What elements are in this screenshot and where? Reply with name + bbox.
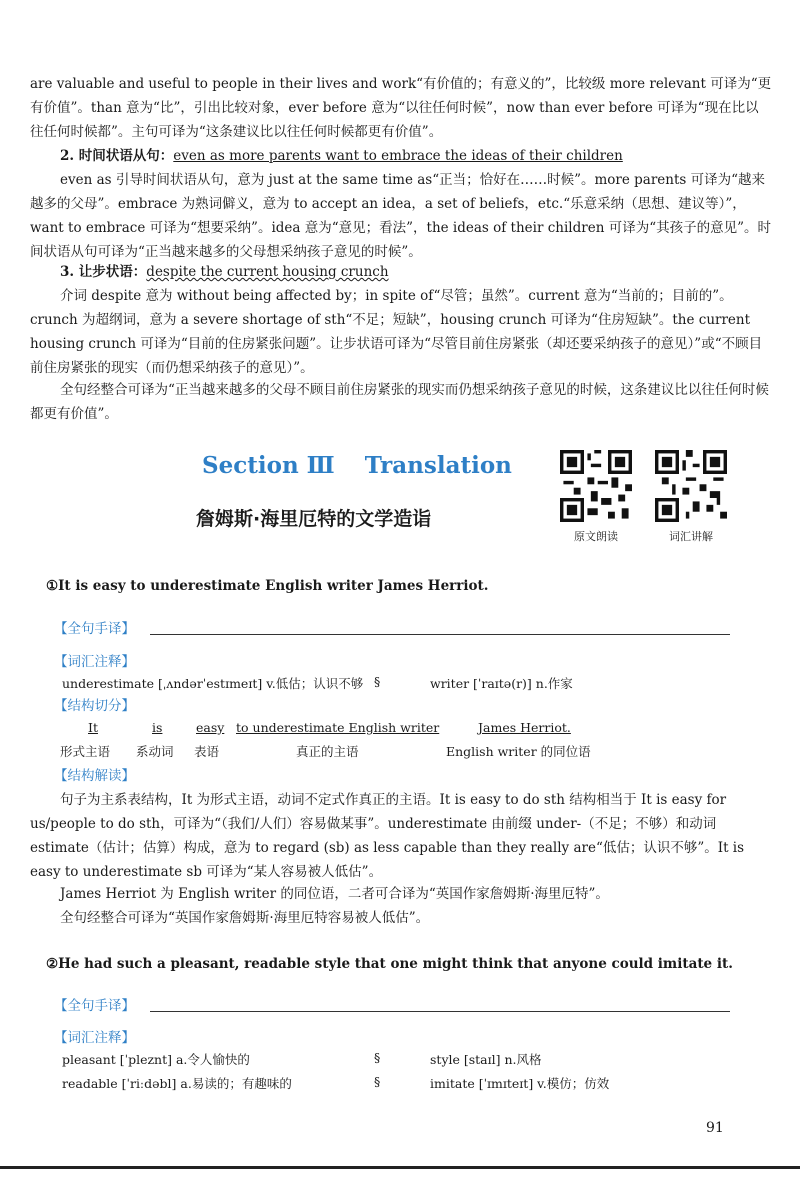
sentence-2: ②He had such a pleasant, readable style that one might think that anyone could imitate it. xyxy=(46,956,733,972)
qr-code-icon[interactable] xyxy=(655,450,727,522)
structure-part: easy xyxy=(196,720,225,735)
tag-full-translation: 【全句手译】 xyxy=(54,998,135,1014)
footer-rule xyxy=(0,1166,800,1169)
vocab-entry: imitate [ˈɪmɪteɪt] v.模仿；仿效 xyxy=(430,1076,610,1091)
vocab-entry: underestimate [ˌʌndərˈestɪmeɪt] v.低估；认识不够 xyxy=(62,676,364,691)
structure-role: English writer 的同位语 xyxy=(446,744,591,759)
vocab-separator: § xyxy=(374,674,381,689)
structure-part: is xyxy=(152,720,163,735)
analysis-paragraph: 句子为主系表结构，It 为形式主语，动词不定式作真正的主语。It is easy to do sth 结构相当于 It is easy for us/people to do sth，可译为“（我们/人们）容易做某事”。underestimate 由前缀 under-（不足；不够）和动词 estimate（估计；估算）构成，意为 to regard (sb) as less capable than they really are“低估；认识不够”。It is easy to underestimate sb 可译为“某人容易被人低估”。 xyxy=(30,792,745,880)
structure-part: It xyxy=(88,720,98,735)
heading-text: even as more parents want to embrace the ideas of their children xyxy=(173,148,623,164)
vocab-entry: pleasant [ˈpleznt] a.令人愉快的 xyxy=(62,1052,250,1067)
structure-role: 表语 xyxy=(194,744,220,759)
translation-answer-line[interactable] xyxy=(150,1011,730,1012)
section-subtitle: 詹姆斯·海里厄特的文学造诣 xyxy=(196,508,432,530)
heading-label: 2. 时间状语从句： xyxy=(60,148,174,164)
heading-concession xyxy=(30,260,772,284)
qr-caption: 词汇讲解 xyxy=(669,530,713,543)
heading-label: 3. 让步状语： xyxy=(60,264,147,280)
paragraph-3: 介词 despite 意为 without being affected by；in spite of“尽管；虽然”。current 意为“当前的；目前的”。crunch 为超纲词，意为 a severe shortage of sth“不足；短缺”，housing crunch 可译为“住房短缺”。the current housing crunch 可译为“目前的住房紧张问题”。让步状语可译为“尽管目前住房紧张（却还要采纳孩子的意见）”或“不顾目前住房紧张的现实（而仍想采纳孩子的意见）”。 xyxy=(30,288,763,376)
tag-structure: 【结构切分】 xyxy=(54,698,135,714)
structure-role: 真正的主语 xyxy=(296,744,359,759)
vocab-entry: readable [ˈriːdəbl] a.易读的；有趣味的 xyxy=(62,1076,292,1091)
tag-full-translation: 【全句手译】 xyxy=(54,621,135,637)
tag-vocabulary: 【词汇注释】 xyxy=(54,654,135,670)
paragraph-2: even as 引导时间状语从句，意为 just at the same time as“正当；恰好在……时候”。more parents 可译为“越来越多的父母”。embrace 为熟词僻义，意为 to accept an idea，a set of beliefs，etc.“乐意采纳（思想、建议等）”，want to embrace 可译为“想要采纳”。idea 意为“意见；看法”，the ideas of their children 可译为“其孩子的意见”。时间状语从句可译为“正当越来越多的父母想采纳孩子意见的时候”。 xyxy=(30,172,771,260)
structure-part: James Herriot. xyxy=(478,720,571,735)
structure-part: to underestimate English writer xyxy=(236,720,440,735)
analysis-paragraph: James Herriot 为 English writer 的同位语，二者可合译为“英国作家詹姆斯·海里厄特”。 xyxy=(60,886,609,902)
sentence-1: ①It is easy to underestimate English writer James Herriot. xyxy=(46,578,489,594)
vocab-entry: style [staɪl] n.风格 xyxy=(430,1052,542,1067)
analysis-paragraph: 全句经整合可译为“英国作家詹姆斯·海里厄特容易被人低估”。 xyxy=(60,910,430,926)
vocab-entry: writer [ˈraɪtə(r)] n.作家 xyxy=(430,676,573,691)
section-title xyxy=(202,452,542,479)
tag-analysis: 【结构解读】 xyxy=(54,768,135,784)
translation-answer-line[interactable] xyxy=(150,634,730,635)
page-number: 91 xyxy=(706,1120,724,1136)
heading-text: despite the current housing crunch xyxy=(146,264,389,280)
qr-code-icon[interactable] xyxy=(560,450,632,522)
paragraph-1: are valuable and useful to people in their lives and work“有价值的；有意义的”，比较级 more relevant 可译为“更有价值”。than 意为“比”，引出比较对象，ever before 意为“以往任何时候”，now than ever before 可译为“现在比以往任何时候都”。主句可译为“这条建议比以往任何时候都更有价值”。 xyxy=(30,76,772,140)
structure-role: 系动词 xyxy=(136,744,174,759)
section-name: Translation xyxy=(364,452,512,479)
qr-caption: 原文朗读 xyxy=(574,530,618,543)
heading-time-clause xyxy=(30,144,772,168)
structure-role: 形式主语 xyxy=(60,744,111,759)
vocab-separator: § xyxy=(374,1050,381,1065)
vocab-separator: § xyxy=(374,1074,381,1089)
paragraph-4: 全句经整合可译为“正当越来越多的父母不顾目前住房紧张的现实而仍想采纳孩子意见的时候，这条建议比以往任何时候都更有价值”。 xyxy=(30,382,769,422)
tag-vocabulary: 【词汇注释】 xyxy=(54,1030,135,1046)
section-label: Section Ⅲ xyxy=(202,452,335,479)
